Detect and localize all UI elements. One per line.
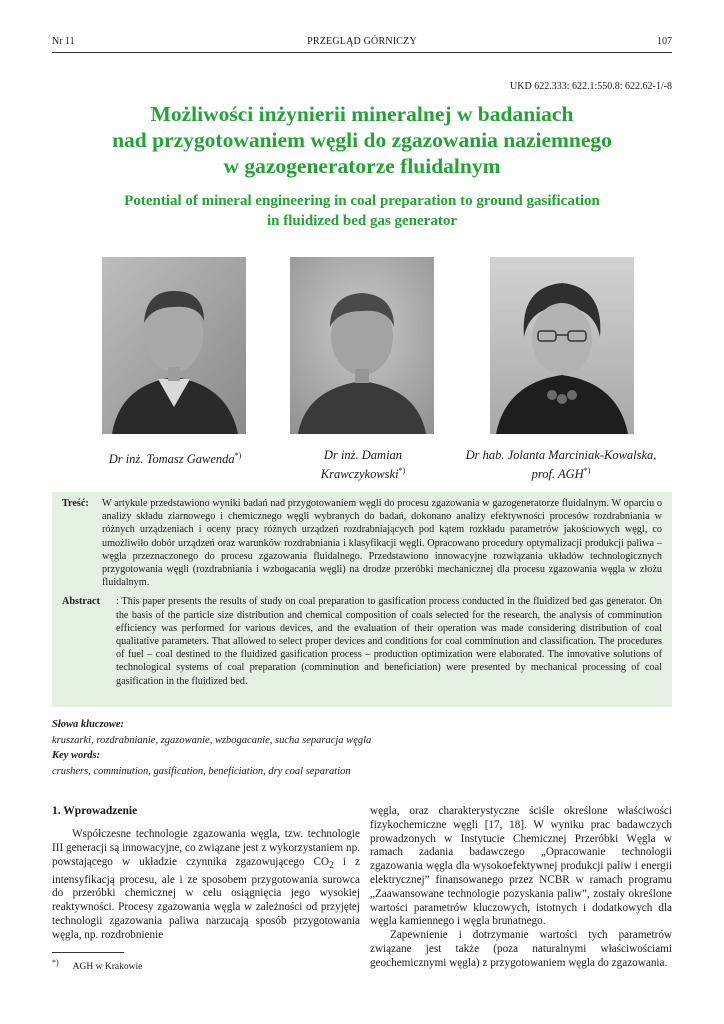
- keywords-polish-text: kruszarki, rozdrabnianie, zgazowanie, wzbogacanie, sucha separacja węgla: [52, 734, 372, 746]
- title-polish-line-2: nad przygotowaniem węgli do zgazowania naziemnego: [112, 128, 612, 152]
- title-english-line-2: in fluidized bed gas generator: [267, 213, 457, 229]
- footnote-mark: *): [52, 958, 59, 967]
- author-name-1: [80, 448, 270, 467]
- abstract-english-text: : This paper presents the results of study on coal preparation to gasification process conducted in the fluidized bed gas generator. On the basis of the particle size distribution and chemical composition of coals selected for the research, the analysis of comminution efficiency was performed for various devices, and the evaluation of their operation was made considering distribution of coal qualitative parameters. That allowed to select proper devices and conditions for coal comminution and classification. The procedures of fuel – coal destined to the fluidized gasification process – production optimization were elaborated. The innovative solutions of technological systems of coal preparation (comminution and beneficiation) were presented by mechanical processing of coal gasification in the fluidized bed.: [116, 596, 662, 687]
- author-photo-2: [290, 257, 434, 434]
- section-heading: 1. Wprowadzenie: [52, 805, 138, 817]
- page-number: 107: [657, 36, 672, 47]
- author-3-footnote-mark: *): [583, 466, 591, 475]
- body-text-part: i z intensyfikacją procesu, ale i ze sposobem przygotowania surowca do przeróbki chemicznej w celu osiągnięcia jego wysokiej reaktywności. Procesy zgazowania węgla w zależności od przyjętej technologii zgazowania paliwa narzucają sposób przygotowania węgla, np. rozdrobnienie: [52, 855, 361, 941]
- title-polish-line-1: Możliwości inżynierii mineralnej w badaniach: [150, 102, 574, 126]
- author-2-line-1: Dr inż. Damian: [323, 448, 403, 462]
- author-1-footnote-mark: *): [234, 451, 242, 460]
- footnote-rule: [52, 952, 124, 953]
- body-column-left: [52, 828, 360, 943]
- author-3-line-2: prof. AGH: [531, 467, 584, 482]
- author-photo-1: [102, 257, 246, 434]
- author-2-line-2: Krawczykowski: [320, 467, 399, 482]
- keywords-english-label: Key words:: [52, 750, 101, 761]
- body-paragraph: węgla, oraz charakterystyczne ściśle określone właściwości fizykochemiczne węgli [17, 18]. W wyniku prac badawczych prowadzonych w Instytucie Chemicznej Przeróbki Węgla w ramach zadania badawczego „Opracowanie technologii zgazowania węgla dla wysokoefektywnej produkcji paliw i energii elektrycznej” finansowanego przez NCBR w ramach programu „Zaawansowane technologie pozyskania paliw”, zostały określone wartości parametrów kluczowych, istotnych i dodatkowych dla węgla kamiennego i węgla brunatnego.: [370, 805, 672, 928]
- running-header: [52, 36, 672, 50]
- subscript: 2: [329, 860, 334, 871]
- title-polish: [60, 101, 664, 179]
- body-text-part: Współczesne technologie zgazowania węgla, tzw. technologie III generacji są innowacyjne, co związane jest z wykorzystaniem np. powstającego w układzie czynnika zgazowującego CO: [52, 828, 360, 868]
- author-3-line-1: Dr hab. Jolanta Marciniak-Kowalska,: [465, 448, 657, 462]
- author-name-2: [290, 448, 436, 482]
- ukd-classification: UKD 622.333: 622.1:550.8: 622.62-1/-8: [510, 81, 672, 92]
- body-paragraph: Zapewnienie i dotrzymanie wartości tych parametrów związane jest także (poza naturalnymi właściwościami geochemicznymi węgla) z przygotowaniem węgla do zgazowania.: [370, 929, 672, 969]
- abstract-english-label: Abstract: [62, 596, 100, 608]
- title-polish-line-3: w gazogeneratorze fluidalnym: [223, 154, 501, 178]
- footnote: [52, 958, 142, 972]
- abstract-box: [52, 492, 672, 707]
- journal-name: PRZEGLĄD GÓRNICZY: [307, 36, 417, 47]
- title-english: [60, 191, 664, 231]
- author-name-3: [448, 448, 674, 482]
- keywords-polish-label: Słowa kluczowe:: [52, 719, 125, 730]
- author-2-footnote-mark: *): [398, 466, 406, 475]
- header-rule: [52, 52, 672, 53]
- keywords-english-text: crushers, comminution, gasification, beneficiation, dry coal separation: [52, 765, 351, 777]
- body-column-right: [370, 805, 672, 971]
- abstract-polish-label: Treść:: [62, 498, 89, 509]
- author-1-line-1: Dr inż. Tomasz Gawenda: [108, 452, 235, 467]
- author-photo-3: [490, 257, 634, 434]
- footnote-text: AGH w Krakowie: [72, 962, 143, 973]
- abstract-polish-text: W artykule przedstawiono wyniki badań nad przygotowaniem węgli do procesu zgazowania w gazogeneratorze fluidalnym. W oparciu o analizy składu ziarnowego i chemicznego węgli wybranych do badań, dokonano analizy efektywności procesów rozdrabniania w różnych urządzeniach i oceny pracy różnych urządzeń rozdrabniających pod kątem rozkładu parametrów jakościowych węgl, co umożliwiło dobór urządzeń oraz warunków rozdrabniania i klasyfikacji węgli. Opracowano procedury optymalizacji produkcji paliwa – węgla przeznaczonego do procesu zgazowania fluidalnego. Przedstawiono innowacyjne rozwiązania układów technologicznych przygotowania węgli (rozdrabniania i wzbogacania węgli) na drodze przeróbki mechanicznej dla procesu zgazowania węgla w złożu fluidalnym.: [102, 498, 662, 589]
- abstract-polish: [62, 497, 662, 589]
- keywords-section: [52, 717, 672, 779]
- title-english-line-1: Potential of mineral engineering in coal preparation to ground gasification: [124, 193, 600, 209]
- abstract-english: [62, 595, 662, 687]
- body-paragraph: [52, 828, 360, 943]
- issue-number: Nr 11: [52, 36, 75, 47]
